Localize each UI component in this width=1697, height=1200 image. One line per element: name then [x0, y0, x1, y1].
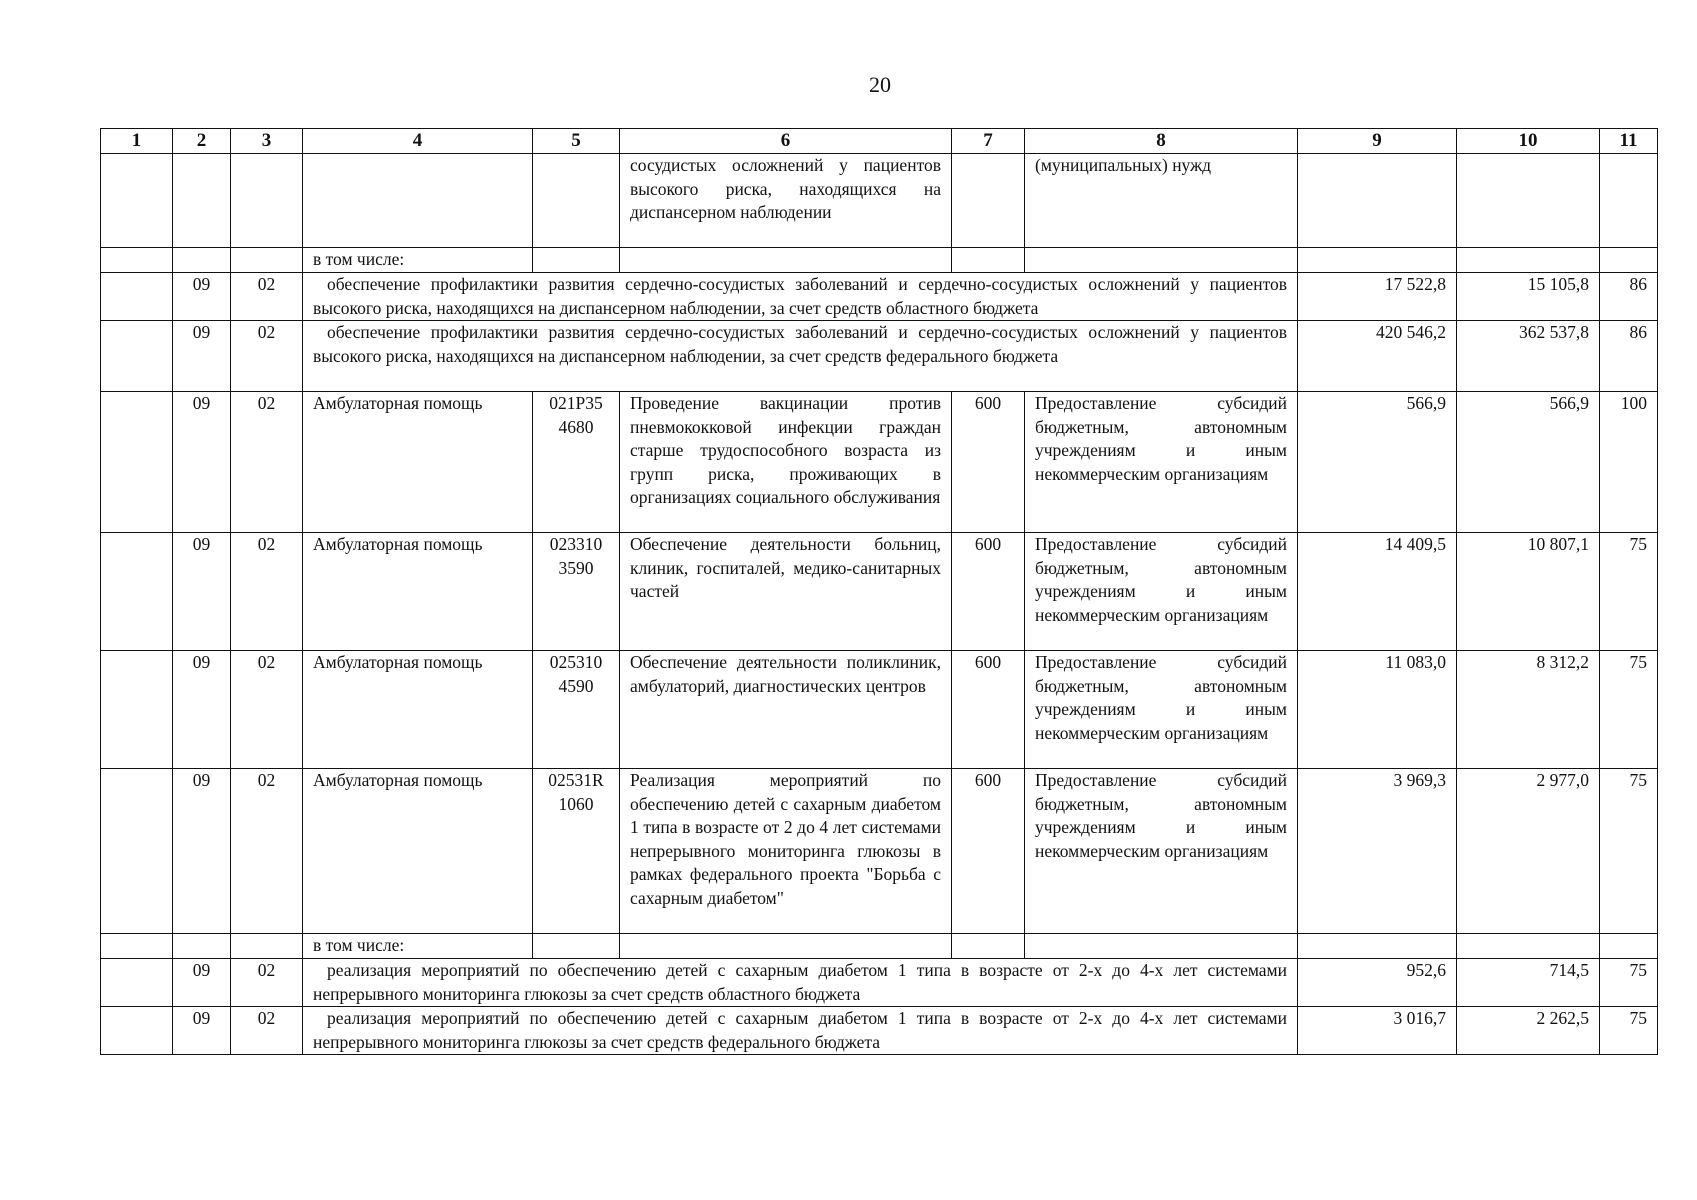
header-cell: 3	[231, 129, 303, 154]
description-cell: Реализация мероприятий по обеспечению детей с сахарным диабетом 1 типа в возрасте от 2 до 4 лет системами непрерывного мониторинга глюкозы в рамках федерального проекта "Борьба с сахарным диабетом"	[620, 769, 952, 934]
percent-cell: 100	[1600, 392, 1658, 533]
subsection-code-cell: 02	[231, 651, 303, 769]
description-cell: Проведение вакцинации против пневмококковой инфекции граждан старше трудоспособного возраста из групп риска, проживающих в организациях социального обслуживания	[620, 392, 952, 533]
header-cell: 8	[1025, 129, 1298, 154]
expense-type-cell: Предоставление субсидий бюджетным, автономным учреждениям и иным некоммерческим организациям	[1025, 651, 1298, 769]
amount-cell: 11 083,0	[1298, 651, 1457, 769]
description-cell: Обеспечение деятельности поликлиник, амбулаторий, диагностических центров	[620, 651, 952, 769]
expense-code-cell: 600	[952, 651, 1025, 769]
header-cell: 6	[620, 129, 952, 154]
section-code-cell: 09	[173, 959, 231, 1007]
amount-cell: 2 977,0	[1457, 769, 1600, 934]
section-code-cell: 09	[173, 321, 231, 392]
expense-type-cell: Предоставление субсидий бюджетным, автономным учреждениям и иным некоммерческим организациям	[1025, 533, 1298, 651]
section-code-cell: 09	[173, 769, 231, 934]
category-cell: Амбулаторная помощь	[303, 769, 533, 934]
expense-code-cell: 600	[952, 533, 1025, 651]
header-row	[101, 129, 1658, 154]
merged-description-cell: обеспечение профилактики развития сердечно-сосудистых заболеваний и сердечно-сосудистых осложнений у пациентов высокого риска, находящихся на диспансерном наблюдении, за счет средств федерального бюджета	[303, 321, 1298, 392]
budget-table	[100, 128, 1658, 1055]
table-row	[101, 651, 1658, 769]
percent-cell: 75	[1600, 769, 1658, 934]
merged-description-cell: обеспечение профилактики развития сердечно-сосудистых заболеваний и сердечно-сосудистых осложнений у пациентов высокого риска, находящихся на диспансерном наблюдении, за счет средств областного бюджета	[303, 273, 1298, 321]
amount-cell: 3 969,3	[1298, 769, 1457, 934]
subsection-code-cell: 02	[231, 321, 303, 392]
merged-description-cell: реализация мероприятий по обеспечению детей с сахарным диабетом 1 типа в возрасте от 2-х до 4-х лет системами непрерывного мониторинга глюкозы за счет средств федерального бюджета	[303, 1007, 1298, 1055]
table-row	[101, 959, 1658, 1007]
target-code-cell: 023310 3590	[533, 533, 620, 651]
table-row	[101, 273, 1658, 321]
subsection-code-cell: 02	[231, 769, 303, 934]
amount-cell: 566,9	[1298, 392, 1457, 533]
percent-cell: 75	[1600, 1007, 1658, 1055]
description-cell: сосудистых осложнений у пациентов высокого риска, находящихся на диспансерном наблюдении	[620, 154, 952, 248]
amount-cell: 8 312,2	[1457, 651, 1600, 769]
page-number: 20	[869, 72, 891, 97]
subsection-code-cell: 02	[231, 392, 303, 533]
percent-cell: 86	[1600, 321, 1658, 392]
amount-cell: 3 016,7	[1298, 1007, 1457, 1055]
header-cell: 5	[533, 129, 620, 154]
amount-cell: 714,5	[1457, 959, 1600, 1007]
section-code-cell: 09	[173, 533, 231, 651]
table-row	[101, 321, 1658, 392]
target-code-cell: 025310 4590	[533, 651, 620, 769]
subsection-code-cell: 02	[231, 959, 303, 1007]
category-cell: Амбулаторная помощь	[303, 533, 533, 651]
amount-cell: 420 546,2	[1298, 321, 1457, 392]
percent-cell: 75	[1600, 959, 1658, 1007]
amount-cell: 2 262,5	[1457, 1007, 1600, 1055]
amount-cell: 952,6	[1298, 959, 1457, 1007]
amount-cell: 17 522,8	[1298, 273, 1457, 321]
merged-description-cell: реализация мероприятий по обеспечению детей с сахарным диабетом 1 типа в возрасте от 2-х до 4-х лет системами непрерывного мониторинга глюкозы за счет средств областного бюджета	[303, 959, 1298, 1007]
table-row	[101, 248, 1658, 273]
expense-code-cell: 600	[952, 392, 1025, 533]
header-cell: 9	[1298, 129, 1457, 154]
header-cell: 2	[173, 129, 231, 154]
amount-cell: 15 105,8	[1457, 273, 1600, 321]
table-row	[101, 934, 1658, 959]
header-cell: 1	[101, 129, 173, 154]
table-row	[101, 533, 1658, 651]
amount-cell: 14 409,5	[1298, 533, 1457, 651]
subheading-cell: в том числе:	[303, 934, 533, 959]
expense-type-cell: Предоставление субсидий бюджетным, автономным учреждениям и иным некоммерческим организациям	[1025, 392, 1298, 533]
target-code-cell: 021Р35 4680	[533, 392, 620, 533]
percent-cell: 86	[1600, 273, 1658, 321]
section-code-cell: 09	[173, 273, 231, 321]
table-row	[101, 769, 1658, 934]
expense-type-cell: Предоставление субсидий бюджетным, автономным учреждениям и иным некоммерческим организациям	[1025, 769, 1298, 934]
section-code-cell: 09	[173, 392, 231, 533]
percent-cell: 75	[1600, 651, 1658, 769]
amount-cell: 566,9	[1457, 392, 1600, 533]
table-row	[101, 1007, 1658, 1055]
category-cell: Амбулаторная помощь	[303, 392, 533, 533]
category-cell: Амбулаторная помощь	[303, 651, 533, 769]
table-row	[101, 392, 1658, 533]
expense-type-cell: (муниципальных) нужд	[1025, 154, 1298, 248]
subsection-code-cell: 02	[231, 273, 303, 321]
subheading-cell: в том числе:	[303, 248, 533, 273]
amount-cell: 10 807,1	[1457, 533, 1600, 651]
amount-cell: 362 537,8	[1457, 321, 1600, 392]
header-cell: 4	[303, 129, 533, 154]
header-cell: 11	[1600, 129, 1658, 154]
subsection-code-cell: 02	[231, 1007, 303, 1055]
percent-cell: 75	[1600, 533, 1658, 651]
target-code-cell: 02531R 1060	[533, 769, 620, 934]
header-cell: 7	[952, 129, 1025, 154]
header-cell: 10	[1457, 129, 1600, 154]
section-code-cell: 09	[173, 651, 231, 769]
subsection-code-cell: 02	[231, 533, 303, 651]
table-row	[101, 154, 1658, 248]
expense-code-cell: 600	[952, 769, 1025, 934]
section-code-cell: 09	[173, 1007, 231, 1055]
description-cell: Обеспечение деятельности больниц, клиник, госпиталей, медико-санитарных частей	[620, 533, 952, 651]
